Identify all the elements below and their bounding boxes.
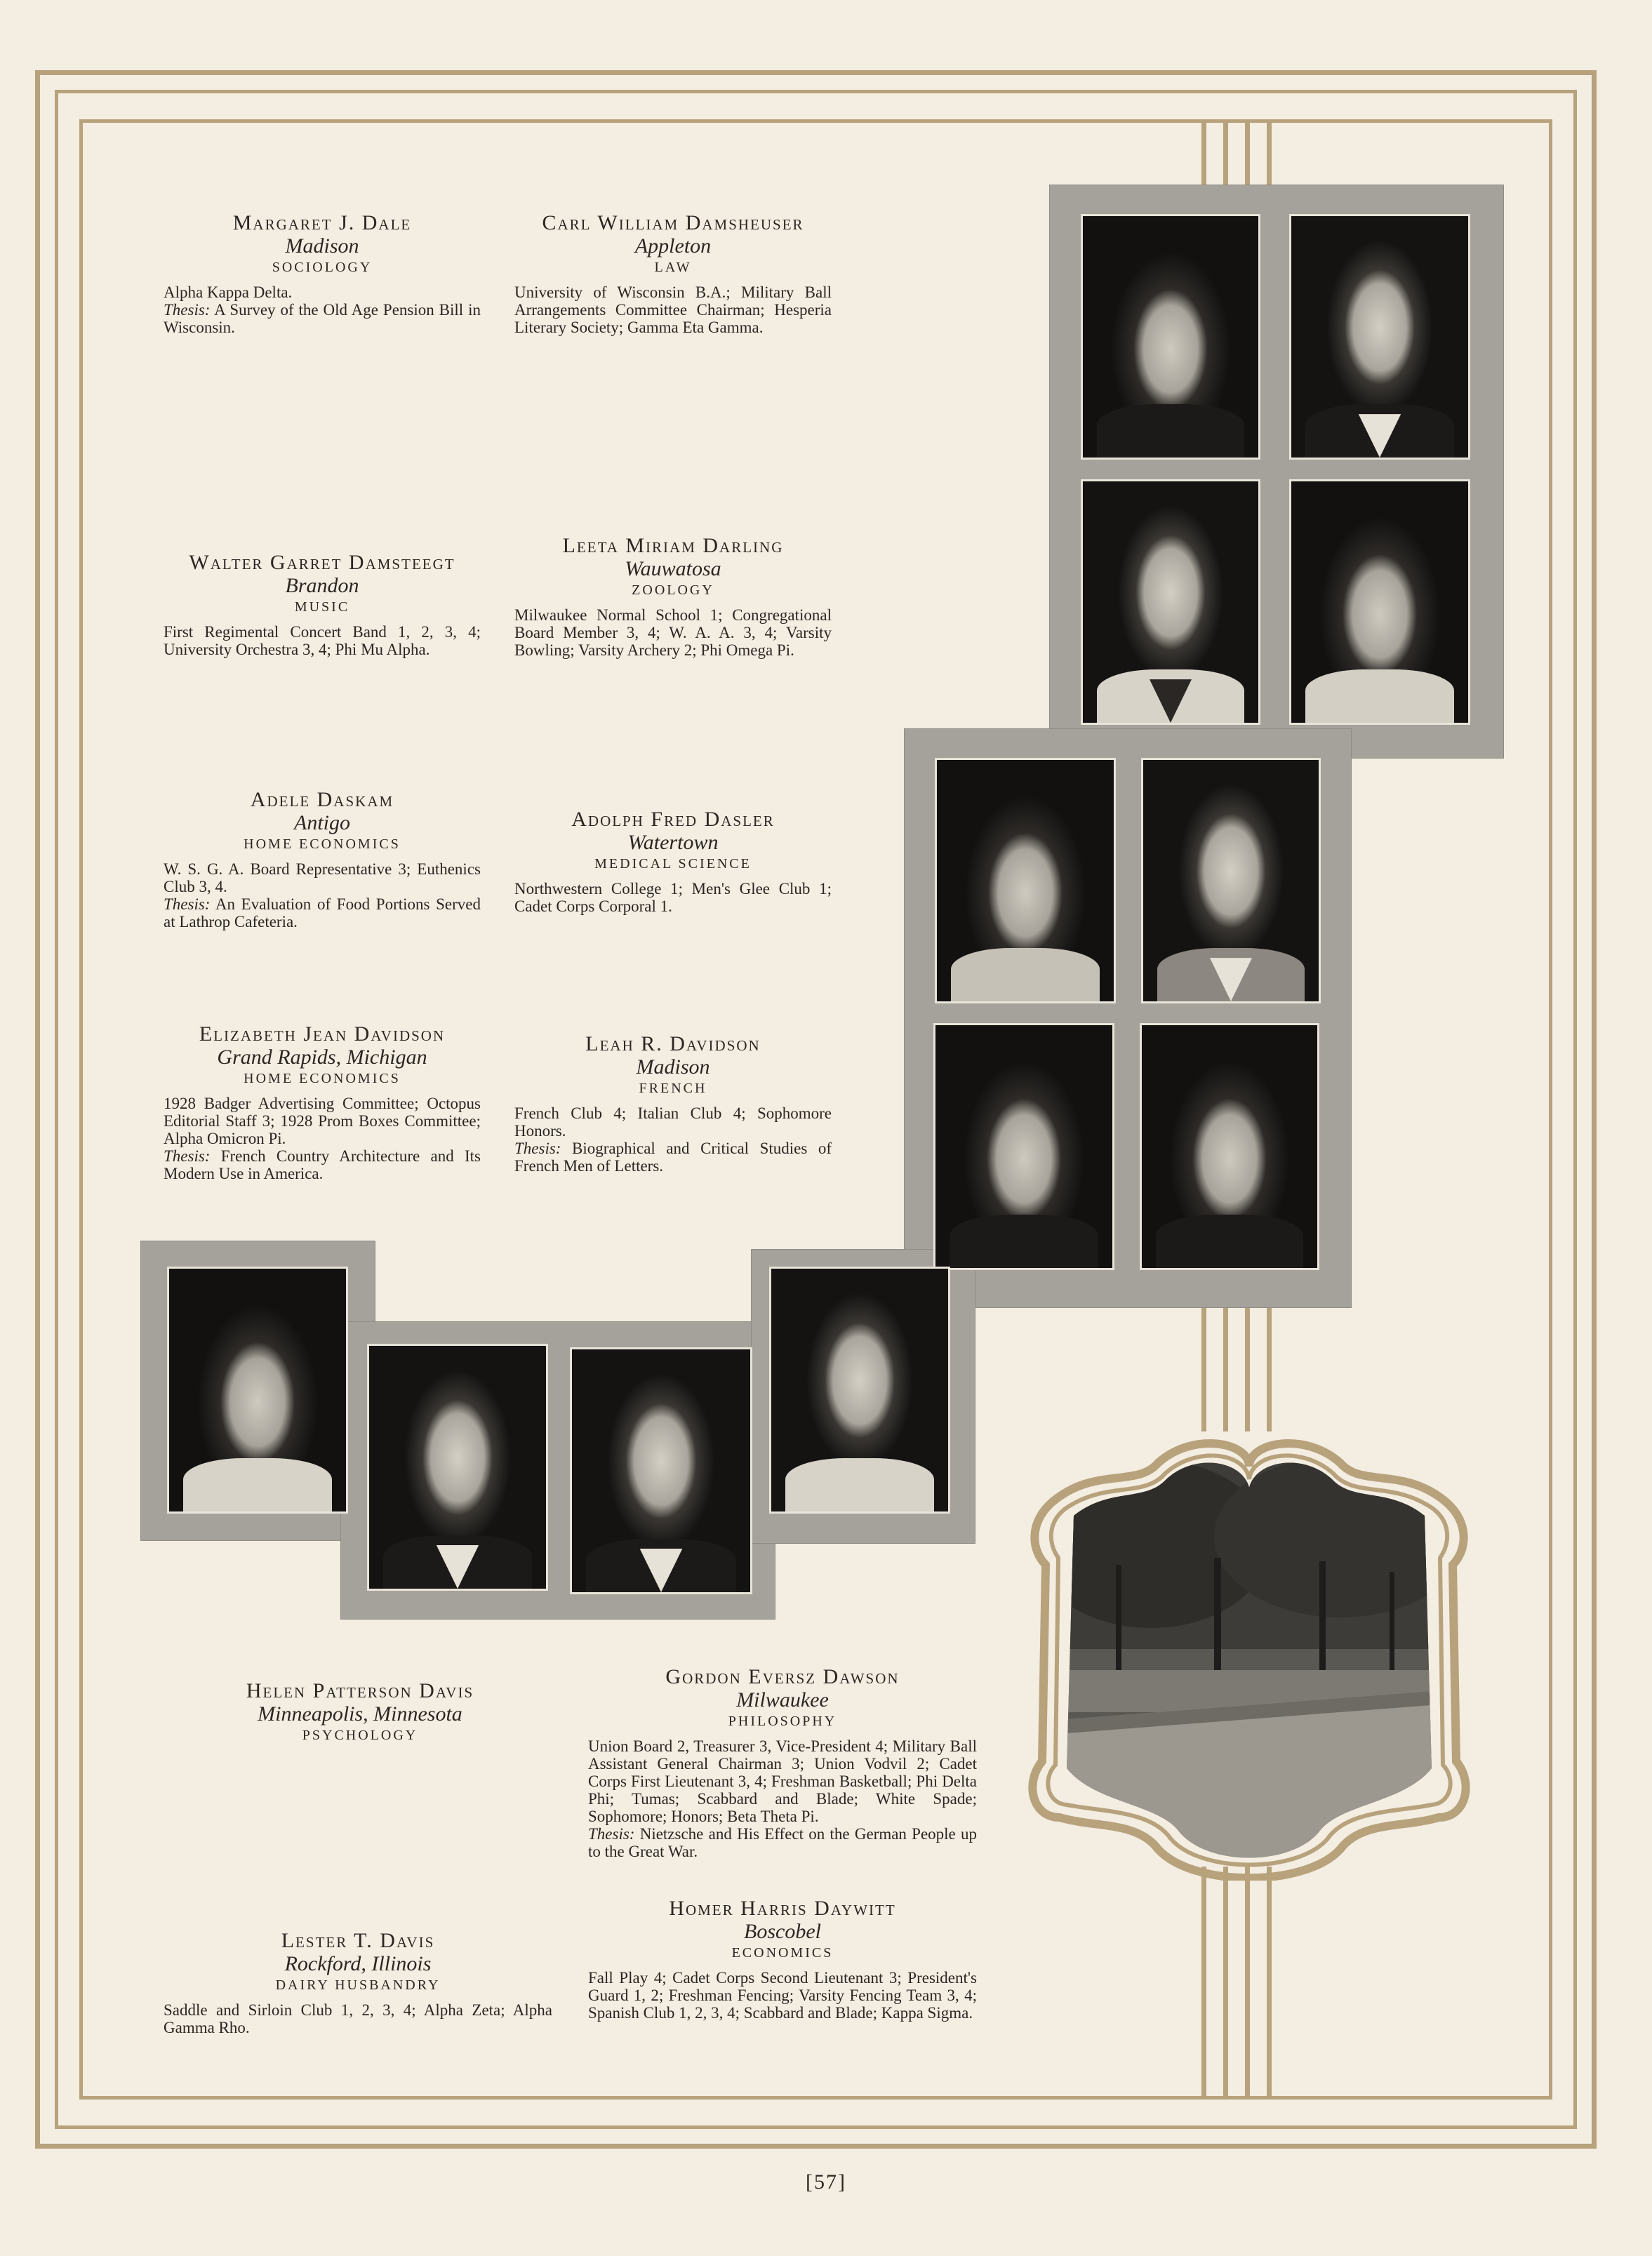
entry-adele-daskam (164, 789, 481, 930)
student-name: Elizabeth Jean Davidson (199, 1022, 446, 1046)
activities-text: W. S. G. A. Board Representative 3; Euthenics Club 3, 4. (164, 860, 481, 895)
student-department: HOME ECONOMICS (244, 1071, 401, 1086)
thesis-label: Thesis: (164, 1147, 211, 1165)
portrait-photo (167, 1267, 348, 1514)
student-name: Lester T. Davis (281, 1929, 435, 1952)
student-department: MEDICAL SCIENCE (594, 856, 752, 872)
student-name: Gordon Eversz Dawson (665, 1665, 900, 1688)
student-name: Leah R. Davidson (585, 1032, 761, 1055)
student-name: Carl William Damsheuser (542, 211, 804, 234)
entry-lester-davis (164, 1930, 552, 2036)
thesis-label: Thesis: (164, 301, 211, 319)
portrait-photo (1140, 1023, 1319, 1270)
campus-scene-cartouche (1011, 1439, 1488, 1881)
student-activities: First Regimental Concert Band 1, 2, 3, 4; University Orchestra 3, 4; Phi Mu Alpha. (164, 623, 481, 658)
student-department: ECONOMICS (731, 1945, 834, 1961)
student-hometown: Milwaukee (736, 1688, 829, 1711)
student-department: PHILOSOPHY (728, 1714, 837, 1729)
portrait-photo (1289, 479, 1470, 725)
student-hometown: Appleton (634, 234, 712, 258)
portrait-photo (769, 1267, 950, 1514)
student-name: Walter Garret Damsteegt (189, 551, 455, 574)
student-department: FRENCH (639, 1081, 707, 1096)
activities-text: French Club 4; Italian Club 4; Sophomore Honors. (514, 1104, 832, 1140)
student-activities (514, 1104, 832, 1175)
thesis-text: An Evaluation of Food Portions Served at Lathrop Cafeteria. (164, 895, 481, 930)
thesis-text: Nietzsche and His Effect on the German People up to the Great War. (588, 1825, 978, 1860)
student-name: Homer Harris Daywitt (669, 1897, 896, 1920)
student-name: Adele Daskam (250, 788, 394, 811)
student-name: Adolph Fred Dasler (571, 808, 775, 831)
thesis-text: French Country Architecture and Its Modern Use in America. (164, 1147, 481, 1182)
entry-adolph-dasler (514, 808, 832, 915)
student-activities: Milwaukee Normal School 1; Congregational Board Member 3, 4; W. A. A. 3, 4; Varsity Bowling; Varsity Archery 2; Phi Omega Pi. (514, 606, 832, 659)
thesis-label: Thesis: (514, 1140, 561, 1157)
student-activities (588, 1737, 977, 1860)
thesis-text: A Survey of the Old Age Pension Bill in Wisconsin. (164, 301, 481, 336)
portrait-photo (1081, 479, 1260, 725)
student-activities: University of Wisconsin B.A.; Military Ball Arrangements Committee Chairman; Hesperia Literary Society; Gamma Eta Gamma. (514, 283, 832, 336)
portrait-photo (935, 758, 1116, 1003)
thesis-text: Biographical and Critical Studies of French Men of Letters. (514, 1140, 832, 1175)
student-activities: Saddle and Sirloin Club 1, 2, 3, 4; Alpha Zeta; Alpha Gamma Rho. (164, 2001, 552, 2036)
student-activities (164, 283, 481, 336)
portrait-photo (1141, 758, 1321, 1003)
student-name: Margaret J. Dale (232, 211, 412, 234)
entry-leeta-darling (514, 535, 832, 659)
thesis-label: Thesis: (164, 895, 211, 913)
student-department: LAW (654, 260, 692, 275)
entry-carl-damsheuser (514, 212, 832, 336)
portrait-photo (367, 1344, 548, 1591)
student-hometown: Rockford, Illinois (284, 1952, 432, 1975)
student-activities: Fall Play 4; Cadet Corps Second Lieutenant 3; President's Guard 1, 2; Freshman Fencing; Varsity Fencing Team 3, 4; Spanish Club 1, 2, 3, 4; Scabbard and Blade; Kappa Sigma. (588, 1969, 977, 2022)
student-hometown: Minneapolis, Minnesota (258, 1702, 462, 1726)
entry-elizabeth-davidson (164, 1023, 481, 1182)
entry-leah-davidson (514, 1033, 832, 1175)
student-hometown: Madison (285, 234, 359, 258)
student-hometown: Brandon (285, 574, 359, 597)
portrait-photo (1289, 214, 1470, 460)
portrait-photo (1081, 214, 1260, 460)
entry-margaret-dale (164, 212, 481, 336)
entry-helen-davis (164, 1680, 557, 1751)
student-activities: Northwestern College 1; Men's Glee Club 1; Cadet Corps Corporal 1. (514, 880, 832, 915)
student-hometown: Antigo (294, 811, 350, 834)
portrait-photo (570, 1347, 752, 1594)
student-department: DAIRY HUSBANDRY (275, 1977, 441, 1993)
student-department: HOME ECONOMICS (244, 836, 401, 852)
student-name: Helen Patterson Davis (246, 1679, 474, 1702)
entry-gordon-dawson (588, 1666, 977, 1860)
student-name: Leeta Miriam Darling (562, 534, 784, 557)
activities-text: 1928 Badger Advertising Committee; Octopus Editorial Staff 3; 1928 Prom Boxes Committee; Alpha Omicron Pi. (164, 1095, 481, 1147)
portrait-photo (933, 1023, 1114, 1270)
student-hometown: Boscobel (744, 1920, 821, 1943)
thesis-label: Thesis: (588, 1825, 635, 1843)
student-hometown: Grand Rapids, Michigan (217, 1046, 427, 1069)
activities-text: Alpha Kappa Delta. (164, 283, 293, 301)
student-department: MUSIC (294, 599, 350, 615)
student-hometown: Wauwatosa (625, 557, 721, 580)
page-number: [57] (806, 2170, 846, 2194)
student-department: PSYCHOLOGY (302, 1728, 418, 1743)
entry-homer-daywitt (588, 1897, 977, 2022)
student-hometown: Madison (636, 1055, 710, 1079)
student-activities (164, 1095, 481, 1182)
activities-text: Union Board 2, Treasurer 3, Vice-President 4; Military Ball Assistant General Chairman 3; Union Vodvil 2; Cadet Corps First Lieutenant 3, 4; Freshman Basketball; Phi Delta Phi; Tumas; Scabbard and Blade; White Spade; Sophomore; Honors; Beta Theta Pi. (588, 1737, 977, 1825)
student-activities (164, 860, 481, 930)
student-department: ZOOLOGY (632, 582, 714, 598)
student-department: SOCIOLOGY (272, 260, 373, 275)
entry-walter-damsteegt (164, 552, 481, 658)
student-hometown: Watertown (627, 831, 719, 854)
